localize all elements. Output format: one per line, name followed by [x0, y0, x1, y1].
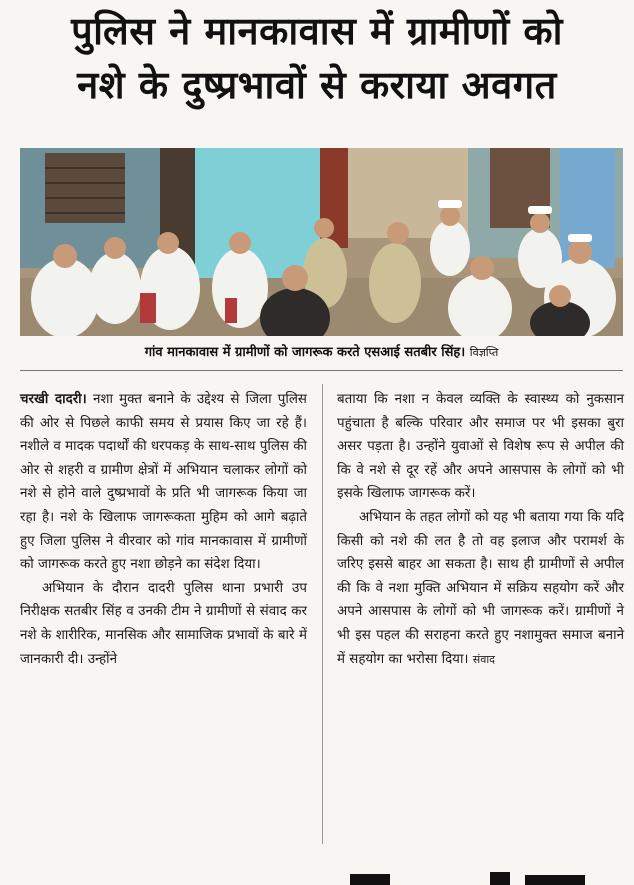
headline-line-1: पुलिस ने मानकावास में ग्रामीणों को	[71, 9, 563, 53]
next-headline-fragment	[340, 866, 600, 885]
photo-illustration	[20, 148, 623, 336]
article-paragraph	[337, 506, 624, 671]
headline	[8, 4, 626, 112]
headline-line-2: नशे के दुष्प्रभावों से कराया अवगत	[77, 63, 557, 107]
dateline: चरखी दादरी।	[20, 392, 87, 407]
article-column-right	[337, 388, 624, 671]
photo-caption	[20, 340, 623, 366]
cropped-text-shape	[340, 866, 600, 885]
column-divider	[322, 384, 323, 844]
caption-credit: विज्ञप्ति	[469, 346, 499, 359]
news-photo	[20, 148, 623, 336]
caption-divider	[20, 370, 623, 371]
article-column-left	[20, 388, 307, 671]
byline: संवाद	[472, 652, 496, 666]
article-paragraph	[20, 388, 307, 577]
caption-text: गांव मानकावास में ग्रामीणों को जागरूक करते एसआई सतबीर सिंह।	[144, 345, 466, 360]
article-paragraph: अभियान के दौरान दादरी पुलिस थाना प्रभारी उप निरीक्षक सतबीर सिंह व उनकी टीम ने ग्रामीणों से संवाद कर नशे के शारीरिक, मानसिक और सामाजिक प्रभावों के बारे में जानकारी दी। उन्होंने	[20, 580, 307, 667]
paragraph-text: नशा मुक्त बनाने के उद्देश्य से जिला पुलिस की ओर से पिछले काफी समय से प्रयास किए जा रहे हैं। नशीले व मादक पदार्थों की धरपकड़ के साथ-साथ पुलिस की ओर से शहरी व ग्रामीण क्षेत्रों में अभियान चलाकर लोगों को नशे से होने वाले दुष्प्रभावों के प्रति भी जागरूक किया जा रहा है। नशे के खिलाफ जागरूकता मुहिम को आगे बढ़ाते हुए जिला पुलिस ने वीरवार को गांव मानकावास में ग्रामीणों को जागरूक करते हुए नशा छोड़ने का संदेश दिया।	[20, 392, 307, 573]
paragraph-text: अभियान के तहत लोगों को यह भी बताया गया कि यदि किसी को नशे की लत है तो वह इलाज और परामर्श के जरिए इससे बाहर आ सकता है। साथ ही ग्रामीणों से अपील की कि वे नशा मुक्ति अभियान में सक्रिय सहयोग करें और अपने आसपास के लोगों को भी जागरूक करें। ग्रामीणों ने भी इस पहल की सराहना करते हुए नशामुक्त समाज बनाने में सहयोग का भरोसा दिया।	[337, 509, 624, 667]
article-paragraph: बताया कि नशा न केवल व्यक्ति के स्वास्थ्य को नुकसान पहुंचाता है बल्कि परिवार और समाज पर भी इसका बुरा असर पड़ता है। उन्होंने युवाओं से विशेष रूप से अपील की कि वे नशे से दूर रहें और अपने आसपास के लोगों को भी इसके खिलाफ जागरूक करें।	[337, 392, 624, 502]
